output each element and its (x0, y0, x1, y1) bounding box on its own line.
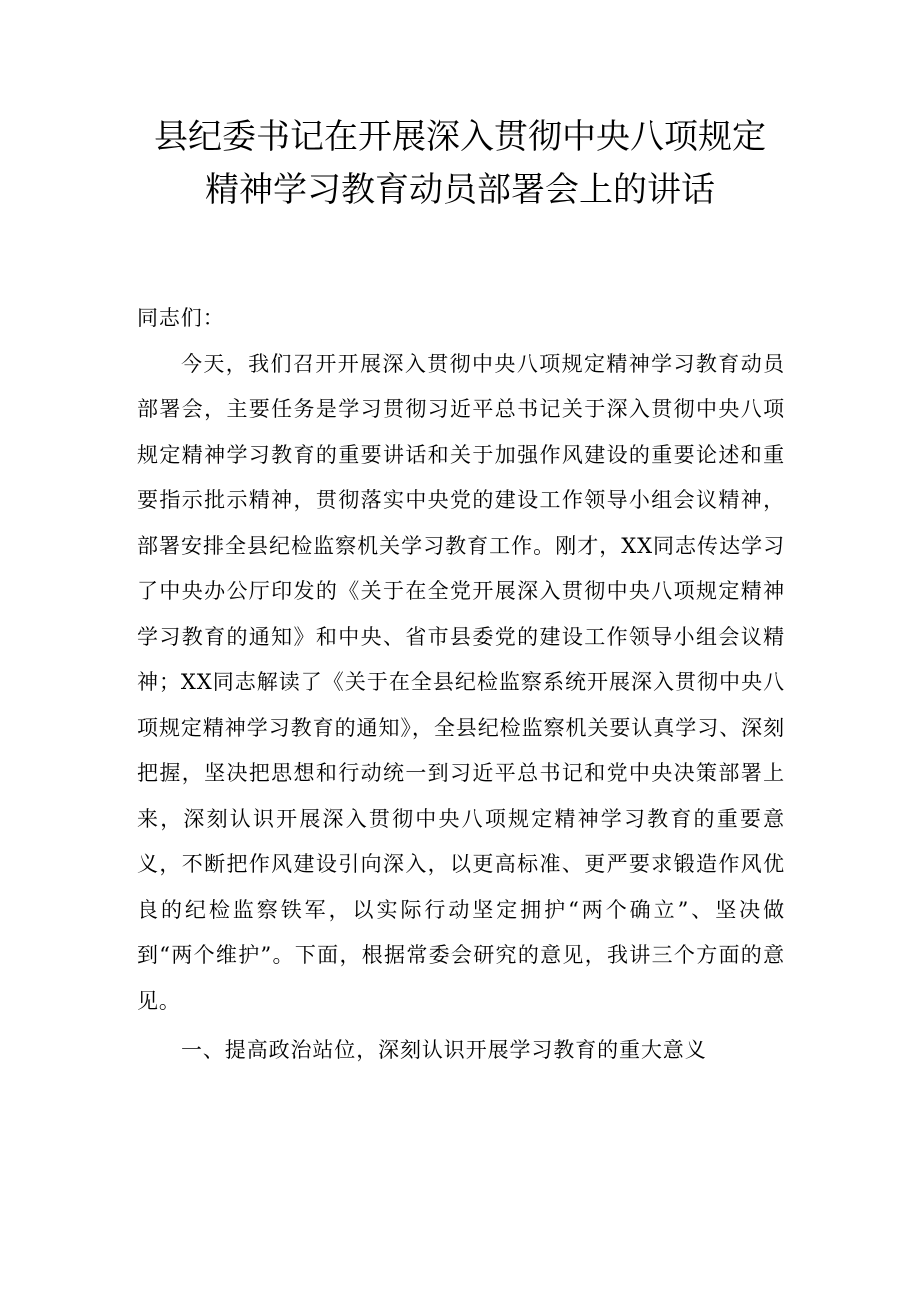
salutation: 同志们： (137, 306, 225, 330)
body-paragraph: 今天，我们召开开展深入贯彻中央八项规定精神学习教育动员部署会，主要任务是学习贯彻习近平总书记关于深入贯彻中央八项规定精神学习教育的重要讲话和关于加强作风建设的重要论述和重要指示批示精神，贯彻落实中央党的建设工作领导小组会议精神，部署安排全县纪检监察机关学习教育工作。刚才，XX同志传达学习了中央办公厅印发的《关于在全党开展深入贯彻中央八项规定精神学习教育的通知》和中央、省市县委党的建设工作领导小组会议精神；XX同志解读了《关于在全县纪检监察系统开展深入贯彻中央八项规定精神学习教育的通知》，全县纪检监察机关要认真学习、深刻把握，坚决把思想和行动统一到习近平总书记和党中央决策部署上来，深刻认识开展深入贯彻中央八项规定精神学习教育的重要意义，不断把作风建设引向深入，以更高标准、更严要求锻造作风优良的纪检监察铁军，以实际行动坚定拥护“两个确立”、坚决做到“两个维护”。下面，根据常委会研究的意见，我讲三个方面的意见。 (137, 351, 785, 1013)
document-title-line-2: 精神学习教育动员部署会上的讲话 (205, 170, 715, 210)
document-title-line-1: 县纪委书记在开展深入贯彻中央八项规定 (154, 117, 766, 157)
section-heading: 一、提高政治站位，深刻认识开展学习教育的重大意义 (181, 1038, 707, 1062)
document-body (137, 296, 785, 1074)
